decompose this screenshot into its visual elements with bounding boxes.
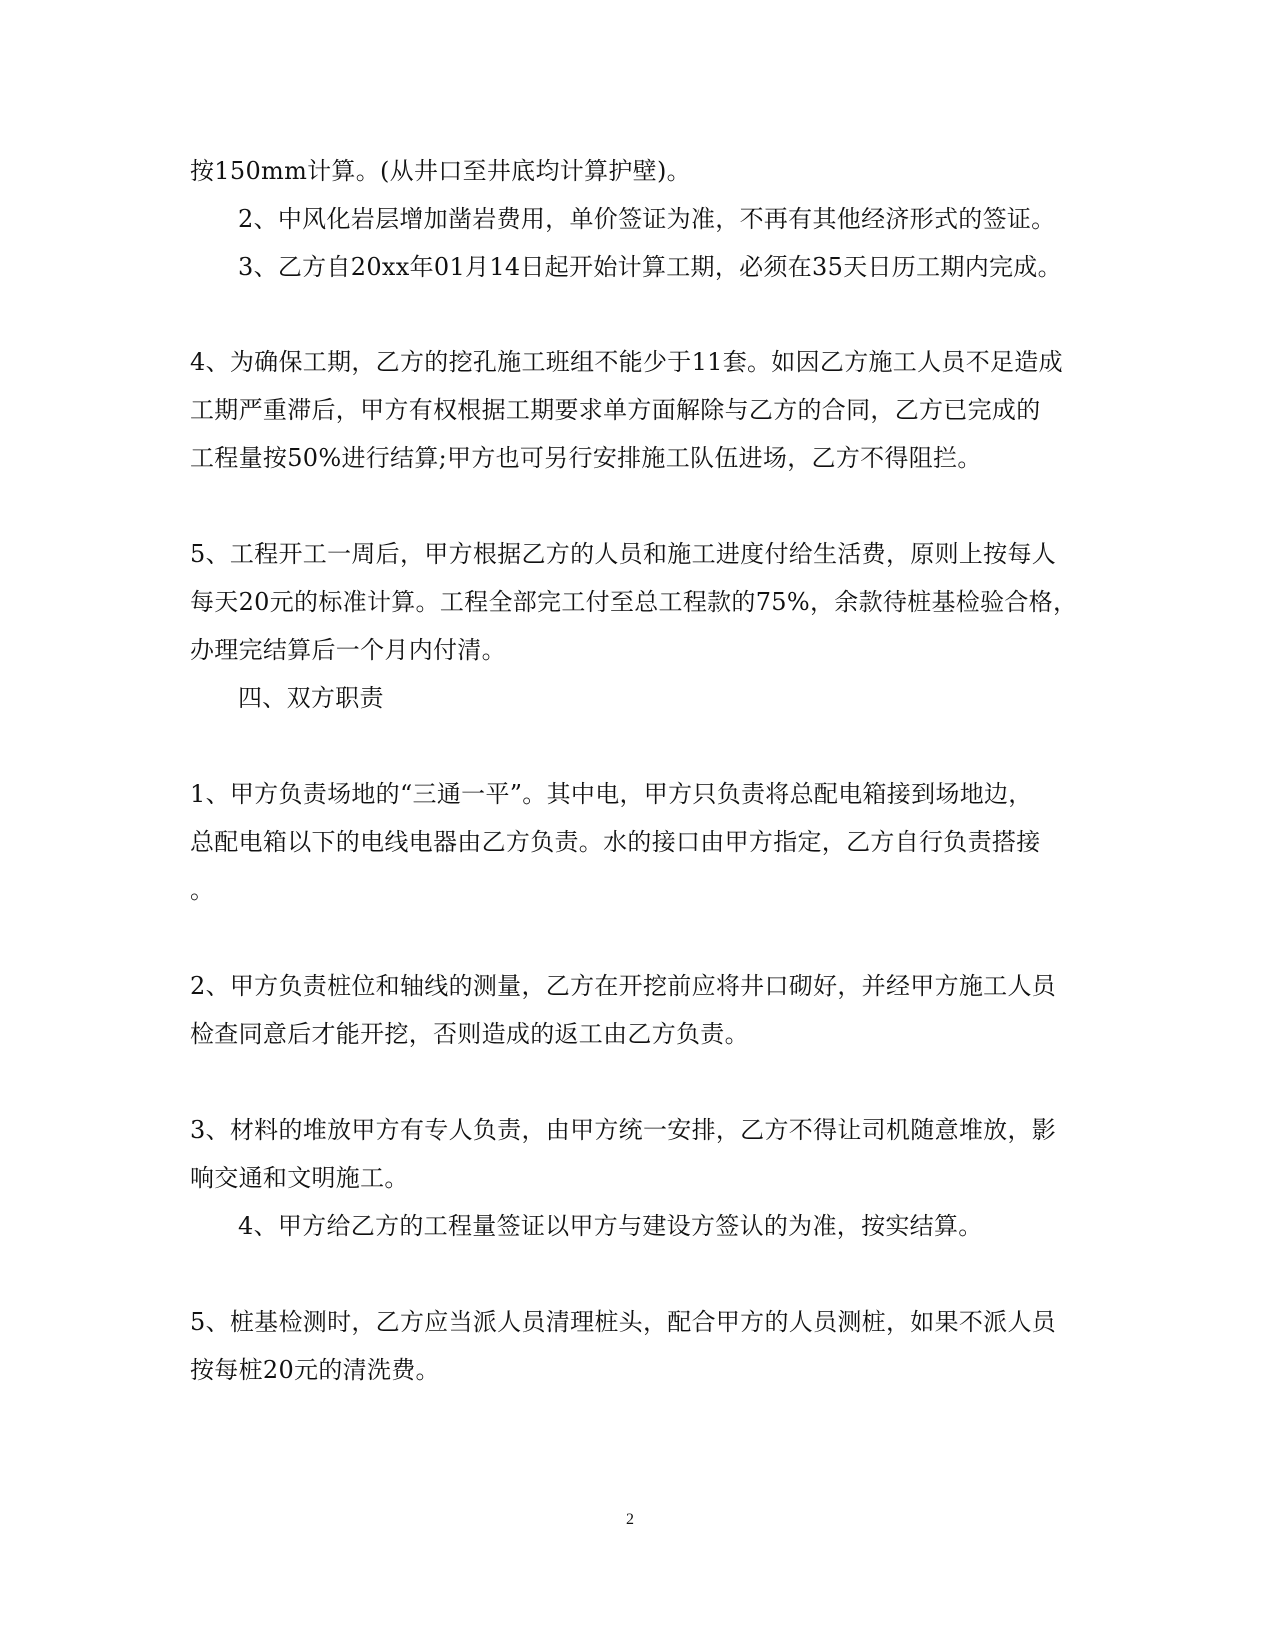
text-line: 5、工程开工一周后，甲方根据乙方的人员和施工进度付给生活费，原则上按每人 [190, 540, 1057, 568]
section-heading: 四、双方职责 [238, 684, 384, 712]
text-line: 工程量按50%进行结算;甲方也可另行安排施工队伍进场，乙方不得阻拦。 [190, 444, 982, 472]
text-line: 响交通和文明施工。 [190, 1164, 409, 1192]
text-line: 4、为确保工期，乙方的挖孔施工班组不能少于11套。如因乙方施工人员不足造成 [190, 348, 1063, 376]
text-line: 3、乙方自20xx年01月14日起开始计算工期，必须在35天日历工期内完成。 [238, 253, 1062, 281]
text-line: 2、中风化岩层增加凿岩费用，单价签证为准，不再有其他经济形式的签证。 [238, 205, 1056, 233]
text-line: 。 [190, 876, 215, 904]
text-line: 按150mm计算。(从井口至井底均计算护壁)。 [190, 157, 691, 185]
text-line: 1、甲方负责场地的“三通一平”。其中电，甲方只负责将总配电箱接到场地边， [190, 780, 1033, 808]
text-line: 2、甲方负责桩位和轴线的测量，乙方在开挖前应将井口砌好，并经甲方施工人员 [190, 972, 1057, 1000]
text-line: 总配电箱以下的电线电器由乙方负责。水的接口由甲方指定，乙方自行负责搭接 [190, 828, 1041, 856]
text-line: 3、材料的堆放甲方有专人负责，由甲方统一安排，乙方不得让司机随意堆放，影 [190, 1116, 1057, 1144]
text-line: 工期严重滞后，甲方有权根据工期要求单方面解除与乙方的合同，乙方已完成的 [190, 396, 1041, 424]
text-line: 按每桩20元的清洗费。 [190, 1356, 440, 1384]
text-line: 每天20元的标准计算。工程全部完工付至总工程款的75%，余款待桩基检验合格， [190, 588, 1078, 616]
text-line: 5、桩基检测时，乙方应当派人员清理桩头，配合甲方的人员测桩，如果不派人员 [190, 1308, 1057, 1336]
text-line: 检查同意后才能开挖，否则造成的返工由乙方负责。 [190, 1020, 749, 1048]
page-number: 2 [626, 1511, 634, 1528]
text-line: 4、甲方给乙方的工程量签证以甲方与建设方签认的为准，按实结算。 [238, 1212, 983, 1240]
text-line: 办理完结算后一个月内付清。 [190, 636, 506, 664]
